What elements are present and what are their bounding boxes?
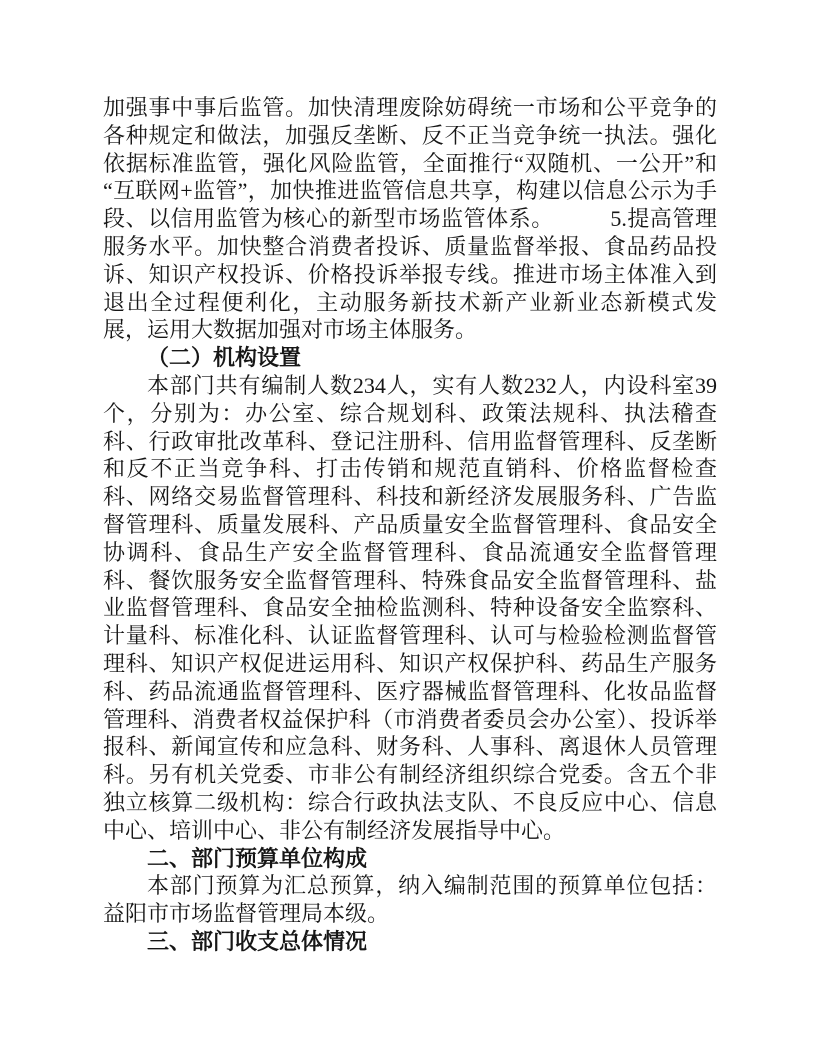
paragraph-budget-unit-scope: 本部门预算为汇总预算，纳入编制范围的预算单位包括：益阳市市场监督管理局本级。 (103, 873, 717, 927)
document-text-block (103, 94, 717, 956)
heading-section-2-organization-setup: （二）机构设置 (147, 345, 302, 371)
paragraph-market-regulation-continuation: 加强事中事后监管。加快清理废除妨碍统一市场和公平竞争的各种规定和做法，加强反垄断、反不正当竞争统一执法。强化依据标准监管，强化风险监管，全面推行“双随机、一公开”和“互联网+监管”，加快推进监管信息共享，构建以信息公示为手段、以信用监管为核心的新型市场监管体系。 5.提高管理服务水平。加快整合消费者投诉、质量监督举报、食品药品投诉、知识产权投诉、价格投诉举报专线。推进市场主体准入到退出全过程便利化，主动服务新技术新产业新业态新模式发展，运用大数据加强对市场主体服务。 (103, 95, 718, 343)
heading-revenue-expenditure-overview: 三、部门收支总体情况 (147, 928, 368, 954)
paragraph-organization-structure: 本部门共有编制人数234人，实有人数232人，内设科室39个，分别为：办公室、综合规划科、政策法规科、执法稽查科、行政审批改革科、登记注册科、信用监督管理科、反垄断和反不正当竞争科、打击传销和规范直销科、价格监督检查科、网络交易监督管理科、科技和新经济发展服务科、广告监督管理科、质量发展科、产品质量安全监督管理科、食品安全协调科、食品生产安全监督管理科、食品流通安全监督管理科、餐饮服务安全监督管理科、特殊食品安全监督管理科、盐业监督管理科、食品安全抽检监测科、特种设备安全监察科、计量科、标准化科、认证监督管理科、认可与检验检测监督管理科、知识产权促进运用科、知识产权保护科、药品生产服务科、药品流通监督管理科、医疗器械监督管理科、化妆品监督管理科、消费者权益保护科（市消费者委员会办公室）、投诉举报科、新闻宣传和应急科、财务科、人事科、离退休人员管理科。另有机关党委、市非公有制经济组织综合党委。含五个非独立核算二级机构：综合行政执法支队、不良反应中心、信息中心、培训中心、非公有制经济发展指导中心。 (103, 372, 717, 843)
heading-budget-unit-composition: 二、部门预算单位构成 (147, 845, 368, 871)
